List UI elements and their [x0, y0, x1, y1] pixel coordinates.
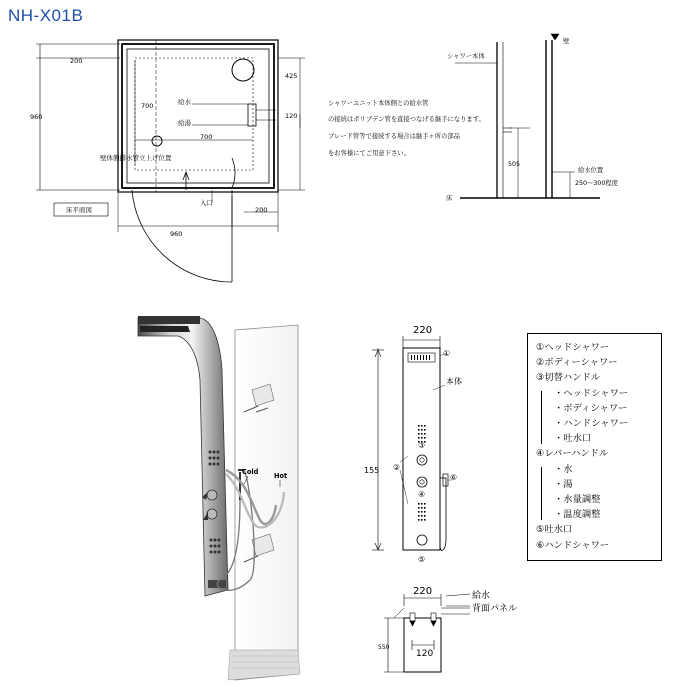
- dim-425: 425: [285, 72, 298, 80]
- supply-fitting-left: [410, 613, 415, 621]
- callout-6: ⑥: [450, 473, 458, 482]
- front-width-dim: 220: [413, 325, 433, 336]
- hot-label: Hot: [274, 472, 288, 480]
- legend-item-3c: ・ハンドシャワー: [554, 418, 629, 430]
- floor-label: 床: [446, 195, 453, 202]
- hot-supply-label: 給湯: [178, 119, 191, 127]
- legend-item-4a: ・水: [554, 463, 573, 475]
- legend-item-3b: ・ボディシャワー: [554, 402, 628, 414]
- supply-height-label: 250～300程度: [575, 180, 618, 187]
- supply-fitting-right: [431, 613, 436, 621]
- callout-2: ②: [393, 463, 401, 472]
- dim-960-bottom: 960: [170, 230, 183, 238]
- cold-label: Cold: [242, 468, 259, 476]
- rear-height-dim: 550: [378, 644, 390, 651]
- entrance-label: 入口: [200, 199, 213, 207]
- note-line-2: の接続はポリブデン管を直接つなげる継手になります。: [328, 116, 485, 123]
- legend-item-6: ⑥ハンドシャワー: [536, 539, 610, 551]
- legend-item-5: ⑤吐水口: [536, 524, 573, 536]
- dim-200-top: 200: [70, 57, 83, 65]
- rear-panel-label: 背面パネル: [472, 604, 518, 614]
- note-line-1: シャワーユニット本体側との給水管: [328, 100, 429, 107]
- rear-width-dim: 220: [413, 586, 433, 597]
- dim-200-bottom: 200: [255, 206, 268, 214]
- dim-120: 120: [285, 112, 298, 120]
- legend-item-4: ④レバーハンドル: [536, 448, 609, 460]
- floor-plan-label: 床平面図: [66, 206, 92, 214]
- legend-item-3: ③切替ハンドル: [536, 372, 601, 384]
- callout-3: ③: [418, 441, 426, 450]
- wall-label: 壁: [563, 38, 570, 45]
- note-line-4: をお客様にてご用意下さい。: [328, 150, 410, 157]
- legend-item-3a: ・ヘッドシャワー: [554, 387, 629, 399]
- rear-spacing-dim: 120: [416, 649, 434, 659]
- shower-body-label: シャワー本体: [447, 53, 485, 60]
- dim-700-a: 700: [141, 102, 154, 110]
- callout-5: ⑤: [418, 555, 426, 564]
- dim-700-b: 700: [200, 133, 213, 141]
- supply-position-label: 給水位置: [578, 167, 604, 174]
- rear-supply-label: 給水: [472, 591, 491, 601]
- dim-960-side: 960: [30, 113, 43, 121]
- legend-item-3d: ・吐水口: [554, 433, 592, 445]
- callout-1: ①: [443, 349, 451, 358]
- callout-4: ④: [418, 490, 426, 499]
- front-height-dim: 155: [364, 466, 380, 475]
- model-title: NH-X01B: [8, 6, 84, 25]
- drain-note: 壁体側排水管立上げ位置: [100, 154, 172, 162]
- legend-item-1: ①ヘッドシャワー: [536, 342, 610, 353]
- legend-item-2: ②ボディーシャワー: [536, 357, 618, 369]
- water-supply-label: 給水: [178, 98, 191, 106]
- legend-item-4b: ・湯: [554, 478, 573, 490]
- front-body-label: 本体: [446, 377, 462, 386]
- note-line-3: ブレード管等で接続する場合は継手ヶ所の部品: [328, 133, 460, 140]
- dim-505: 505: [508, 161, 521, 168]
- legend-item-4c: ・水量調整: [554, 494, 601, 506]
- legend-item-4d: ・温度調整: [554, 509, 601, 521]
